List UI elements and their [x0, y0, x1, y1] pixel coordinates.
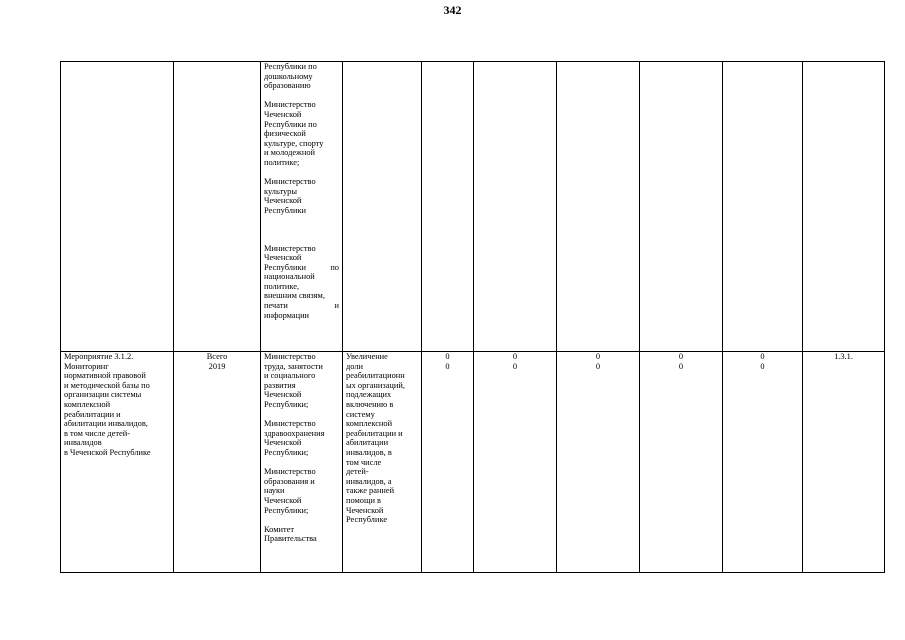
value-total: 0: [678, 352, 684, 361]
period-cell-empty: [174, 62, 261, 352]
value-cell: [422, 352, 474, 573]
page-number: 342: [443, 3, 462, 17]
value-2019: 0: [760, 361, 765, 371]
executor-text: Республики по дошкольному образованию: [264, 62, 317, 91]
executor-cell: [261, 62, 343, 352]
period-total-label: Всего: [206, 352, 228, 361]
table-row: [61, 352, 885, 573]
executor-text: Министерство Чеченской: [264, 243, 316, 263]
value-total: 0: [445, 352, 450, 361]
value-cell-empty: [557, 62, 640, 352]
executor-text: Министерство здравоохранения Чеченской Республики;: [264, 419, 325, 457]
period-cell: [174, 352, 261, 573]
table-row: [61, 62, 885, 352]
value-total: 0: [760, 352, 765, 361]
period-year: 2019: [208, 361, 226, 371]
value-cell-empty: [723, 62, 803, 352]
value-cell: [474, 352, 557, 573]
executor-text: Министерство Чеченской Республики по физической культуре, спорту и молодежной политике;: [264, 100, 324, 167]
executor-cell: [261, 352, 343, 573]
code-cell: [803, 352, 885, 573]
value-total: 0: [512, 352, 518, 361]
indicator-text: Увеличение доли реабилитационн ых организаций, подлежащих включению в систему комплексной реабилитации и абилитации инвалидов, в том числе детей- инвалидов, а также ранней помощи в Чеченской Республике: [346, 352, 405, 525]
code-cell-empty: [803, 62, 885, 352]
indicator-code: 1.3.1.: [834, 352, 853, 361]
executor-text: Министерство культуры Чеченской Республики: [264, 177, 316, 215]
indicator-cell-empty: [343, 62, 422, 352]
program-table: [60, 61, 885, 573]
indicator-cell: [343, 352, 422, 573]
value-2019: 0: [678, 361, 684, 371]
value-2019: 0: [445, 361, 450, 371]
event-name: Мероприятие 3.1.2. Мониторинг нормативной правовой и методической базы по организации системы комплексной реабилитации и абилитации инвалидов, в том числе детей- инвалидов в Чеченской Республике: [64, 352, 151, 457]
executor-text: Комитет Правительства: [264, 524, 317, 544]
value-2019: 0: [512, 361, 518, 371]
value-cell: [640, 352, 723, 573]
event-name-cell: [61, 352, 174, 573]
event-name-cell-empty: [61, 62, 174, 352]
value-cell: [723, 352, 803, 573]
value-cell-empty: [474, 62, 557, 352]
executor-text: Министерство труда, занятости и социального развития Чеченской Республики;: [264, 352, 323, 409]
executor-text: печати и: [264, 301, 339, 311]
executor-text: информации: [264, 310, 310, 320]
value-cell-empty: [640, 62, 723, 352]
executor-text: Республики по: [264, 262, 339, 272]
value-cell: [557, 352, 640, 573]
value-cell-empty: [422, 62, 474, 352]
executor-text: Министерство образования и науки Чеченской Республики;: [264, 467, 316, 515]
executor-text: национальной политике, внешним связям,: [264, 272, 325, 301]
value-2019: 0: [595, 361, 601, 371]
value-total: 0: [595, 352, 601, 361]
